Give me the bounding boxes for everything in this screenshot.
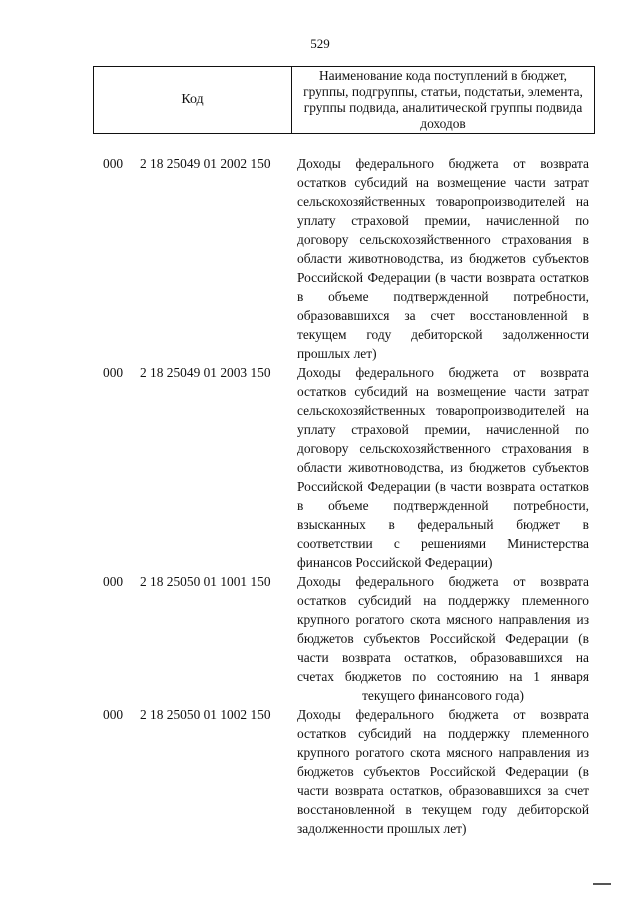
page-number: 529 <box>310 36 330 51</box>
revenue-description: Доходы федерального бюджета от возврата остатков субсидий на возмещение части затрат сельскохозяйственных товаропроизводителей на уплату страховой премии, начисленной по договору сельскохозяйственного страхования в области животноводства, из бюджетов субъектов Российской Федерации (в части возврата остатков в объеме подтвержденной потребности, взысканных в федеральный бюджет в соответствии с решениями Министерства финансов Российской Федерации) <box>297 365 589 570</box>
revenue-description: Доходы федерального бюджета от возврата остатков субсидий на поддержку племенного крупного рогатого скота мясного направления из бюджетов субъектов Российской Федерации (в части возврата остатков, образовавшихся на счетах бюджетов по состоянию на 1 января текущего финансового года) <box>297 574 589 703</box>
header-name-cell: Наименование кода поступлений в бюджет, группы, подгруппы, статьи, подстатьи, элемента, группы подвида, аналитической группы подвида доходов <box>303 68 583 131</box>
table-row <box>0 705 640 838</box>
revenue-code: 2 18 25049 01 2003 150 <box>140 365 271 380</box>
table-row <box>0 363 640 572</box>
admin-code: 000 <box>103 156 124 171</box>
table-row <box>0 572 640 705</box>
admin-code: 000 <box>103 365 124 380</box>
header-code-cell: Код <box>94 67 292 133</box>
revenue-description: Доходы федерального бюджета от возврата остатков субсидий на поддержку племенного крупного рогатого скота мясного направления из бюджетов субъектов Российской Федерации (в части возврата остатков, образовавшихся за счет восстановленной в текущем году дебиторской задолженности прошлых лет) <box>297 707 589 836</box>
table-header <box>93 66 595 134</box>
scan-mark <box>593 883 611 885</box>
revenue-code: 2 18 25049 01 2002 150 <box>140 156 271 171</box>
revenue-code: 2 18 25050 01 1002 150 <box>140 707 271 722</box>
revenue-description: Доходы федерального бюджета от возврата остатков субсидий на возмещение части затрат сельскохозяйственных товаропроизводителей на уплату страховой премии, начисленной по договору сельскохозяйственного страхования в области животноводства, из бюджетов субъектов Российской Федерации (в части возврата остатков в объеме подтвержденной потребности, образовавшихся за счет восстановленной в текущем году дебиторской задолженности прошлых лет) <box>297 156 589 361</box>
table-row <box>0 154 640 363</box>
admin-code: 000 <box>103 574 124 589</box>
revenue-code: 2 18 25050 01 1001 150 <box>140 574 271 589</box>
admin-code: 000 <box>103 707 124 722</box>
revenue-code-list <box>0 154 640 838</box>
